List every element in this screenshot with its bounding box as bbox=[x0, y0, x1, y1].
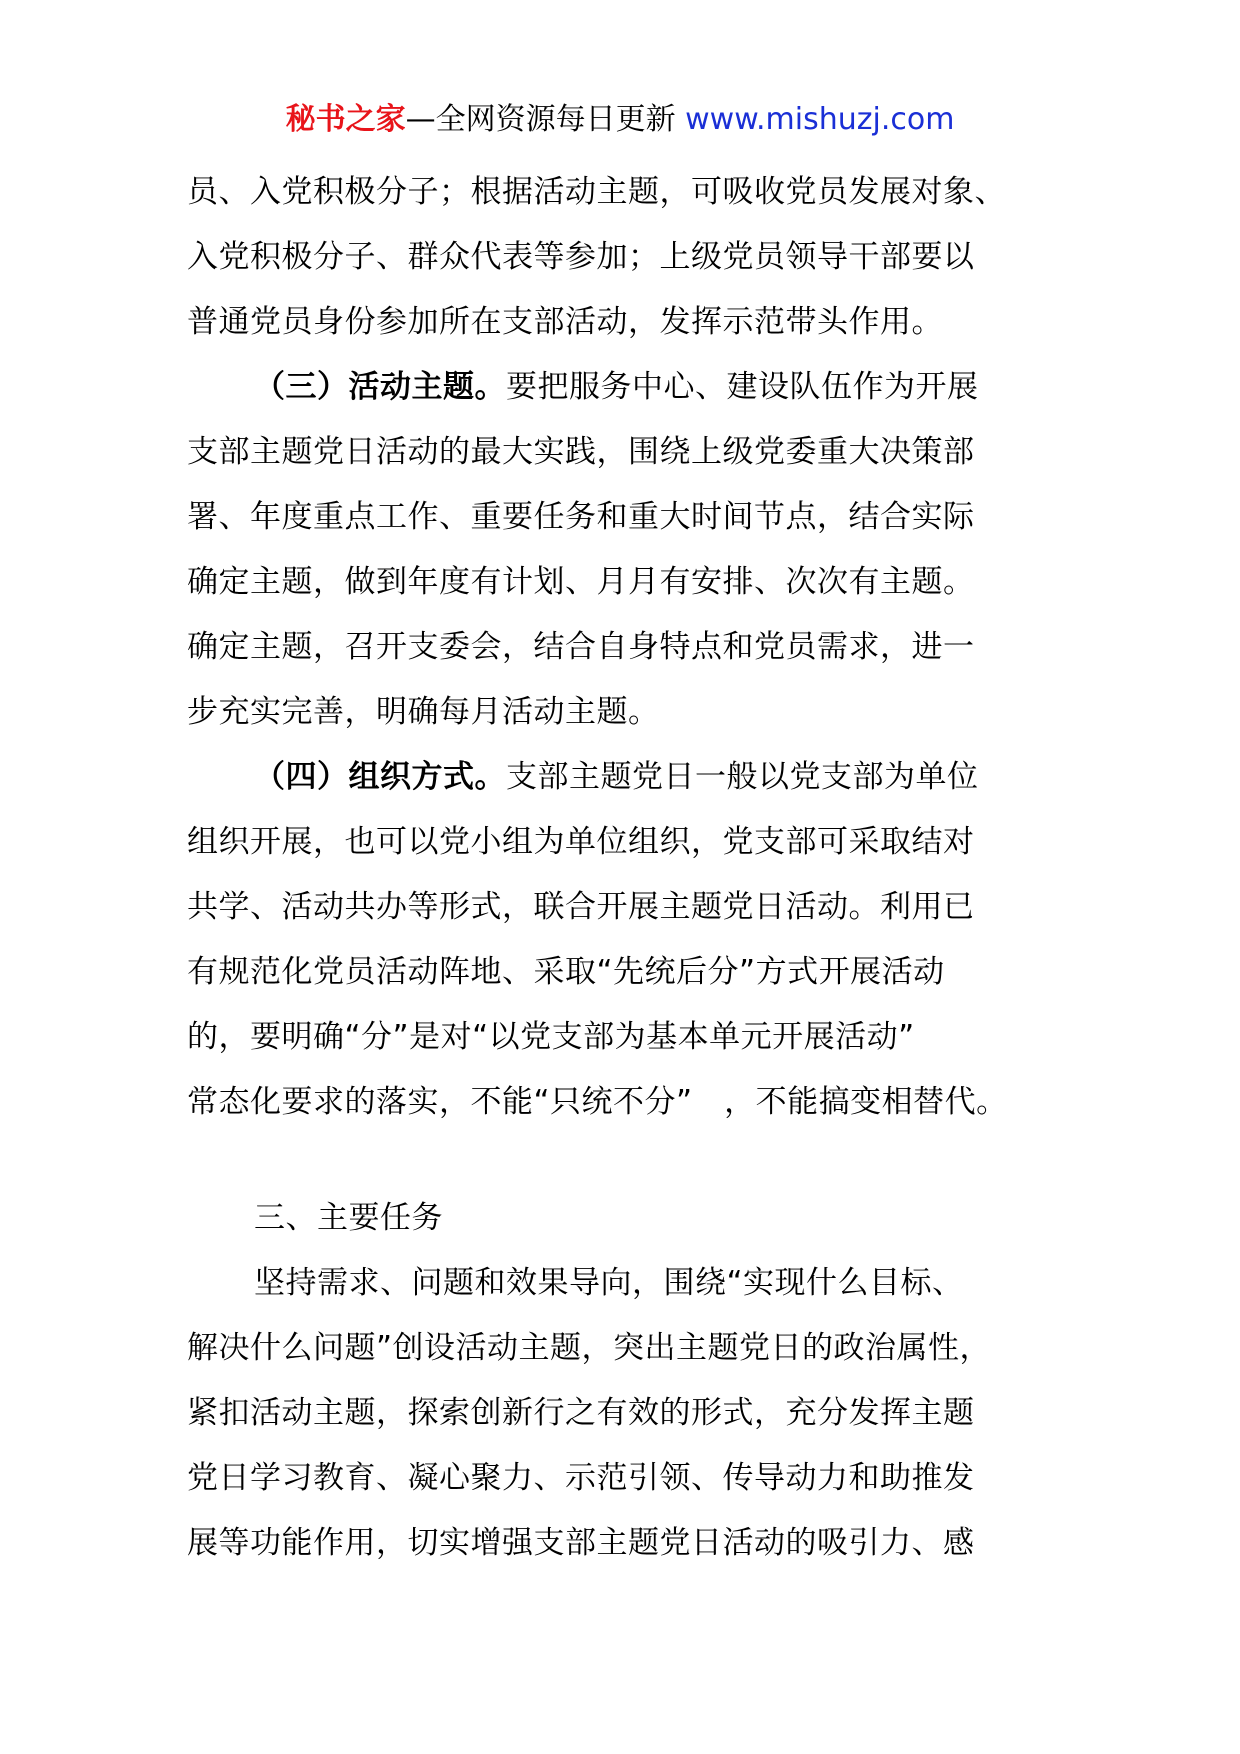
body-line: 员、入党积极分子；根据活动主题，可吸收党员发展对象、 bbox=[187, 174, 1006, 210]
body-text: 要把服务中心、建设队伍作为开展 bbox=[506, 369, 979, 405]
brand-name: 秘书之家 bbox=[285, 102, 406, 137]
body-line: 共学、活动共办等形式，联合开展主题党日活动。利用已 bbox=[187, 889, 975, 925]
body-line: 展等功能作用，切实增强支部主题党日活动的吸引力、感 bbox=[187, 1525, 975, 1561]
body-line: 确定主题，做到年度有计划、月月有安排、次次有主题。 bbox=[187, 564, 975, 600]
body-line: 解决什么问题”创设活动主题，突出主题党日的政治属性， bbox=[187, 1330, 992, 1366]
watermark-header bbox=[0, 98, 1240, 142]
body-line: 常态化要求的落实，不能“只统不分” ，不能搞变相替代。 bbox=[187, 1084, 1008, 1120]
section-four-first-line bbox=[187, 745, 1067, 810]
header-slogan: —全网资源每日更新 bbox=[405, 102, 686, 137]
body-line: 党日学习教育、凝心聚力、示范引领、传导动力和助推发 bbox=[187, 1460, 975, 1496]
section-three-heading: （三）活动主题。 bbox=[254, 369, 506, 405]
body-line: 署、年度重点工作、重要任务和重大时间节点，结合实际 bbox=[187, 499, 975, 535]
document-body bbox=[187, 160, 1067, 1576]
body-text: 支部主题党日一般以党支部为单位 bbox=[506, 759, 979, 795]
body-line: 紧扣活动主题，探索创新行之有效的形式，充分发挥主题 bbox=[187, 1395, 975, 1431]
site-url[interactable]: www.mishuzj.com bbox=[685, 102, 955, 137]
section-title: 三、主要任务 bbox=[254, 1200, 443, 1236]
section-three-first-line bbox=[187, 355, 1067, 420]
body-line: 组织开展，也可以党小组为单位组织，党支部可采取结对 bbox=[187, 824, 975, 860]
body-line: 步充实完善，明确每月活动主题。 bbox=[187, 694, 660, 730]
section-four-heading: （四）组织方式。 bbox=[254, 759, 506, 795]
body-line: 普通党员身份参加所在支部活动，发挥示范带头作用。 bbox=[187, 304, 943, 340]
body-line: 的，要明确“分”是对“以党支部为基本单元开展活动” bbox=[187, 1019, 915, 1055]
body-line: 支部主题党日活动的最大实践，围绕上级党委重大决策部 bbox=[187, 434, 975, 470]
body-line: 有规范化党员活动阵地、采取“先统后分”方式开展活动 bbox=[187, 954, 945, 990]
body-line: 确定主题，召开支委会，结合自身特点和党员需求，进一 bbox=[187, 629, 975, 665]
paragraph-gap bbox=[187, 1135, 1067, 1186]
body-line: 入党积极分子、群众代表等参加；上级党员领导干部要以 bbox=[187, 239, 975, 275]
body-line: 坚持需求、问题和效果导向，围绕“实现什么目标、 bbox=[254, 1265, 964, 1301]
